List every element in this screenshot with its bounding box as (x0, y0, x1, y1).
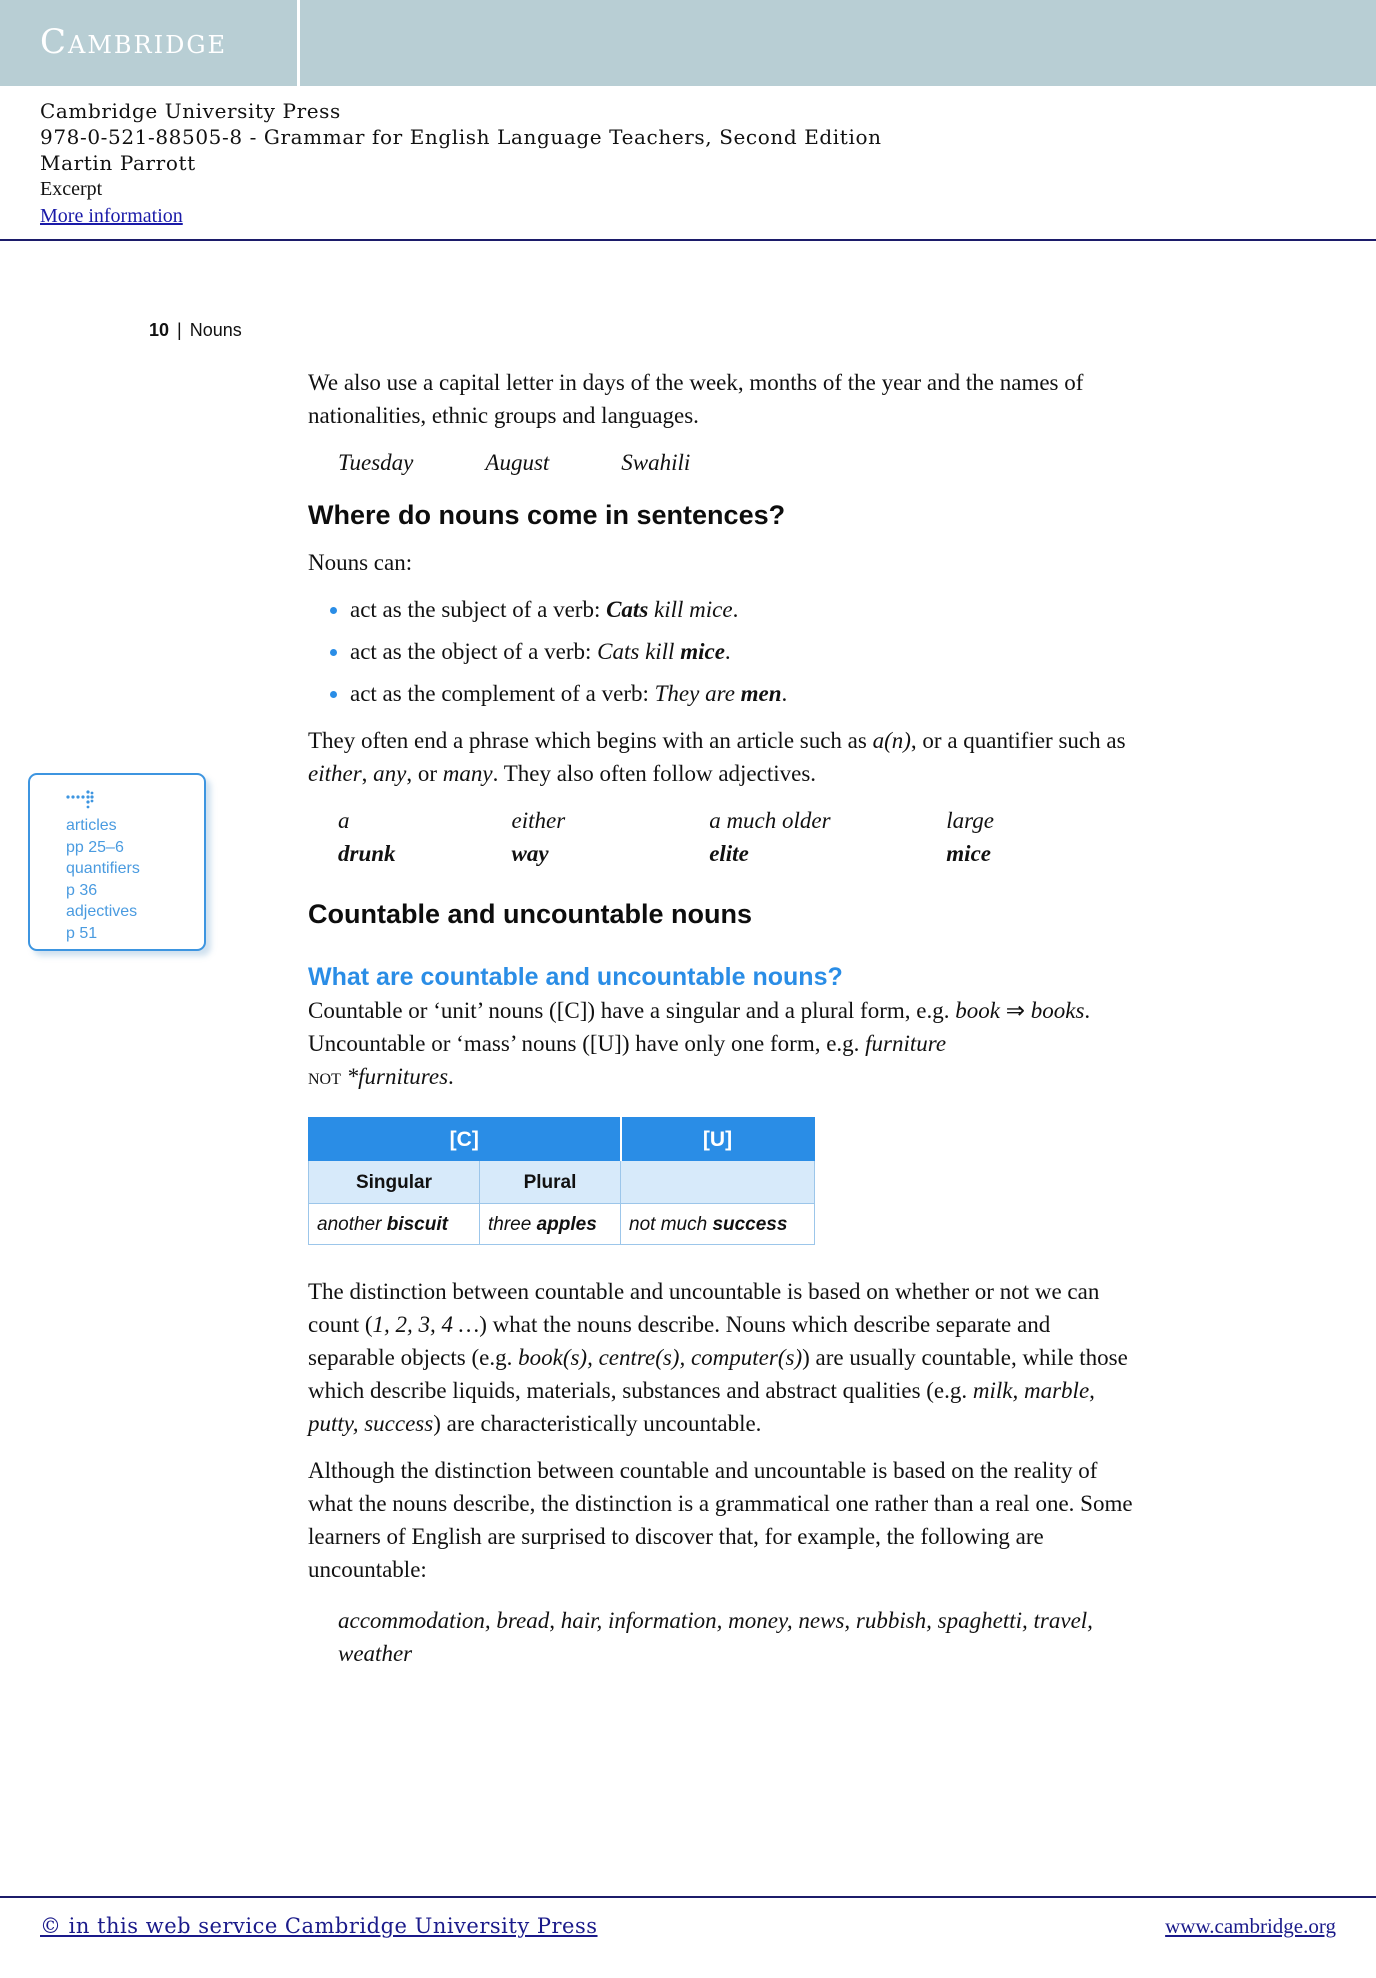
table-cell: three apples (480, 1204, 621, 1245)
subheader-singular: Singular (309, 1161, 480, 1204)
ref-articles-pages: pp 25–6 (66, 838, 124, 856)
ref-quantifiers[interactable]: quantifiers (66, 860, 140, 877)
list-item: act as the complement of a verb: They are men. (328, 677, 1138, 710)
page-number: 10 (149, 320, 170, 340)
example-word: August (485, 450, 550, 475)
example-phrase: a drunk (338, 808, 396, 866)
author: Martin Parrott (40, 151, 196, 175)
ref-quantifiers-page: p 36 (66, 881, 98, 899)
grammatical-paragraph: Although the distinction between countable and uncountable is based on the reality of what the nouns describe, the distinction is a grammatical one rather than a real one. Some learners of English are surprised to discover that, for example, the following are uncountable: (308, 1458, 1133, 1582)
list-item: act as the object of a verb: Cats kill mice. (328, 635, 1138, 668)
header-rule (0, 239, 1376, 241)
example-phrase: either way (511, 808, 566, 866)
copyright-link[interactable]: © in this web service Cambridge University Press (40, 1914, 598, 1938)
list-item: act as the subject of a verb: Cats kill mice. (328, 593, 1138, 626)
column-countable: [C] (309, 1118, 621, 1161)
cross-reference-box (28, 773, 206, 951)
excerpt-label: Excerpt (40, 178, 103, 200)
page-header (149, 320, 242, 341)
distinction-paragraph: The distinction between countable and uncountable is based on whether or not we can count (1, 2, 3, 4 …) what the nouns describe. Nouns which describe separate and separable objects (e.g. book(s), centre(s), computer(s)) are usually countable, while those which describe liquids, materials, substances and abstract qualities (e.g. milk, marble, putty, success) are characteristically uncountable. (308, 1279, 1128, 1436)
section-name: Nouns (189, 320, 242, 340)
isbn-title: 978-0-521-88505-8 - Grammar for English Language Teachers, Second Edition (40, 125, 882, 149)
uncountable-examples: accommodation, bread, hair, information, money, news, rubbish, spaghetti, travel, weather (338, 1608, 1093, 1666)
banner-divider (297, 0, 300, 86)
dotted-arrow-icon (66, 789, 100, 813)
cross-reference-list (66, 815, 140, 944)
phrase-examples (338, 804, 1138, 870)
subheader-plural: Plural (480, 1161, 621, 1204)
book-meta (40, 98, 882, 229)
page-content (308, 366, 1138, 1684)
example-phrase: a much older elite (709, 808, 831, 866)
table-cell: not much success (621, 1204, 815, 1245)
publisher: Cambridge University Press (40, 99, 341, 123)
website-link[interactable]: www.cambridge.org (1165, 1914, 1336, 1938)
phrase-paragraph: They often end a phrase which begins with an article such as a(n), or a quantifier such as either, any, or many. They also often follow adjectives. (308, 728, 1126, 786)
subheader-empty (621, 1161, 815, 1204)
ref-adjectives[interactable]: adjectives (66, 903, 138, 920)
heading-countable: Countable and uncountable nouns (308, 899, 752, 929)
ref-adjectives-page: p 51 (66, 924, 98, 942)
nouns-can-lead: Nouns can: (308, 550, 413, 575)
header-banner (0, 0, 1376, 86)
heading-where-nouns: Where do nouns come in sentences? (308, 500, 786, 530)
footer-rule (0, 1896, 1376, 1898)
noun-roles-list (328, 593, 1138, 710)
table-row (309, 1204, 815, 1245)
intro-paragraph: We also use a capital letter in days of the week, months of the year and the names of nationalities, ethnic groups and languages. (308, 370, 1084, 428)
more-information-link[interactable]: More information (40, 205, 183, 227)
example-word: Tuesday (338, 450, 414, 475)
ref-articles[interactable]: articles (66, 817, 117, 834)
page-separator: | (177, 320, 182, 340)
example-phrase: large mice (946, 808, 994, 866)
countable-table (308, 1117, 815, 1245)
definition-paragraph: Countable or ‘unit’ nouns ([C]) have a singular and a plural form, e.g. book ⇒ books. Uncountable or ‘mass’ nouns ([U]) have only one form, e.g. furniture not *furnitures. (308, 998, 1091, 1089)
column-uncountable: [U] (621, 1118, 815, 1161)
cambridge-logo: Cambridge (40, 22, 228, 62)
table-cell: another biscuit (309, 1204, 480, 1245)
subheading-what-are: What are countable and uncountable nouns? (308, 963, 843, 991)
capital-examples (338, 446, 1138, 479)
example-word: Swahili (621, 450, 691, 475)
